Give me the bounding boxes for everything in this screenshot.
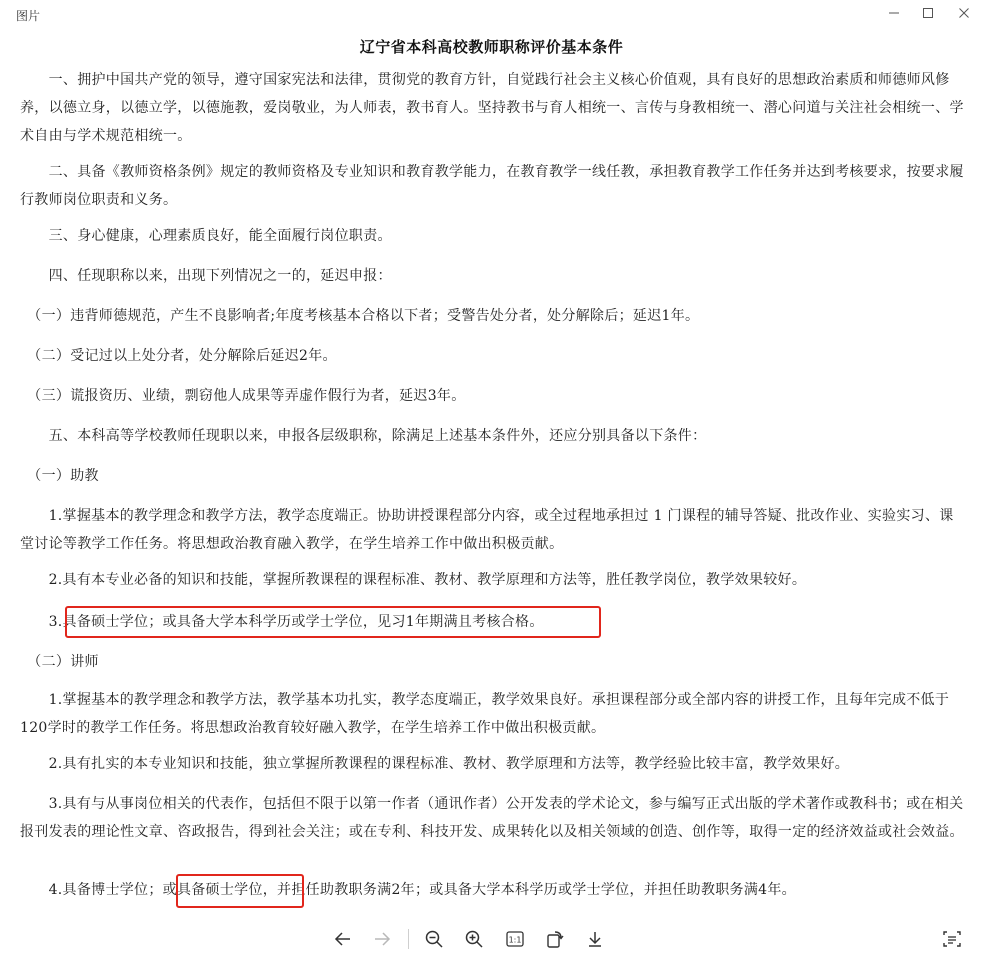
close-button[interactable]: [947, 0, 981, 26]
zoom-in-button[interactable]: [461, 926, 487, 952]
paragraph-10: 1.掌握基本的教学理念和教学方法，教学态度端正。协助讲授课程部分内容，或全过程地承担过 1 门课程的辅导答疑、批改作业、实验实习、课堂讨论等教学工作任务。将思想政治教育融入教学，在学生培养工作中做出积极贡献。: [20, 508, 954, 552]
download-icon: [585, 929, 605, 949]
paragraph-16: 3.具有与从事岗位相关的代表作，包括但不限于以第一作者（通讯作者）公开发表的学术论文，参与编写正式出版的学术著作或教科书；或在相关报刊发表的理论性文章、咨政报告，得到社会关注；或在专利、科技开发、成果转化以及相关领域的创造、创作等，取得一定的经济效益或社会效益。: [20, 796, 964, 840]
viewer-toolbar: [0, 918, 983, 960]
rotate-icon: [545, 929, 565, 949]
paragraph-14: 1.掌握基本的教学理念和教学方法，教学基本功扎实，教学态度端正，教学效果良好。承担课程部分或全部内容的讲授工作，且每年完成不低于120学时的教学工作任务。将思想政治教育较好融入教学，在学生培养工作中做出积极贡献。: [20, 692, 950, 736]
paragraph-4: 四、任现职称以来，出现下列情况之一的，延迟申报：: [20, 268, 392, 284]
paragraph-2: 二、具备《教师资格条例》规定的教师资格及专业知识和教育教学能力，在教育教学一线任教，承担教育教学工作任务并达到考核要求，按要求履行教师岗位职责和义务。: [20, 164, 964, 208]
close-icon: [958, 7, 970, 19]
paragraph-11: 2.具有本专业必备的知识和技能，掌握所教课程的课程标准、教材、教学原理和方法等，胜任教学岗位，教学效果较好。: [20, 572, 807, 588]
paragraph-5: （一）违背师德规范，产生不良影响者;年度考核基本合格以下者；受警告处分者，处分解除后；延迟1年。: [20, 308, 700, 324]
ocr-button[interactable]: [939, 926, 965, 952]
window-title: 图片: [16, 9, 41, 23]
arrow-left-icon: [333, 929, 353, 949]
paragraph-6: （二）受记过以上处分者，处分解除后延迟2年。: [20, 348, 337, 364]
maximize-button[interactable]: [911, 0, 945, 26]
actual-size-label: 1:1: [508, 935, 522, 945]
zoom-in-icon: [464, 929, 484, 949]
highlight-box-2: [176, 874, 304, 908]
rotate-button[interactable]: [542, 926, 568, 952]
window-titlebar: [0, 0, 983, 28]
toolbar-divider: [408, 929, 409, 949]
paragraph-3: 三、身心健康，心理素质良好，能全面履行岗位职责。: [20, 228, 392, 244]
paragraph-15: 2.具有扎实的本专业知识和技能，独立掌握所教课程的课程标准、教材、教学原理和方法等，教学经验比较丰富，教学效果好。: [20, 756, 850, 772]
paragraph-13: （二）讲师: [20, 654, 99, 670]
minimize-button[interactable]: [877, 0, 911, 26]
next-button[interactable]: [369, 926, 395, 952]
zoom-out-button[interactable]: [421, 926, 447, 952]
zoom-out-icon: [424, 929, 444, 949]
paragraph-8: 五、本科高等学校教师任现职以来，申报各层级职称，除满足上述基本条件外，还应分别具备以下条件：: [20, 428, 707, 444]
highlight-box-1: [65, 606, 601, 638]
ocr-icon: [942, 929, 962, 949]
paragraph-1: 一、拥护中国共产党的领导，遵守国家宪法和法律，贯彻党的教育方针，自觉践行社会主义核心价值观，具有良好的思想政治素质和师德师风修养，以德立身，以德立学，以德施教，爱岗敬业，为人师表，教书育人。坚持教书与育人相统一、言传与身教相统一、潜心问道与关注社会相统一、学术自由与学术规范相统一。: [20, 72, 964, 144]
minimize-icon: [888, 7, 900, 19]
paragraph-7: （三）谎报资历、业绩，剽窃他人成果等弄虚作假行为者，延迟3年。: [20, 388, 466, 404]
paragraph-9: （一）助教: [20, 468, 99, 484]
previous-button[interactable]: [330, 926, 356, 952]
paragraph-17: 4.具备博士学位；或具备硕士学位，并担任助教职务满2年；或具备大学本科学历或学士学位，并担任助教职务满4年。: [20, 882, 796, 898]
document-title: 辽宁省本科高校教师职称评价基本条件: [359, 38, 624, 56]
document-image: [0, 28, 983, 918]
actual-size-button[interactable]: [502, 926, 528, 952]
arrow-right-icon: [372, 929, 392, 949]
maximize-icon: [922, 7, 934, 19]
paragraph-12: 3.具备硕士学位；或具备大学本科学历或学士学位，见习1年期满且考核合格。: [20, 614, 544, 630]
download-button[interactable]: [582, 926, 608, 952]
actual-size-icon: [505, 929, 525, 949]
